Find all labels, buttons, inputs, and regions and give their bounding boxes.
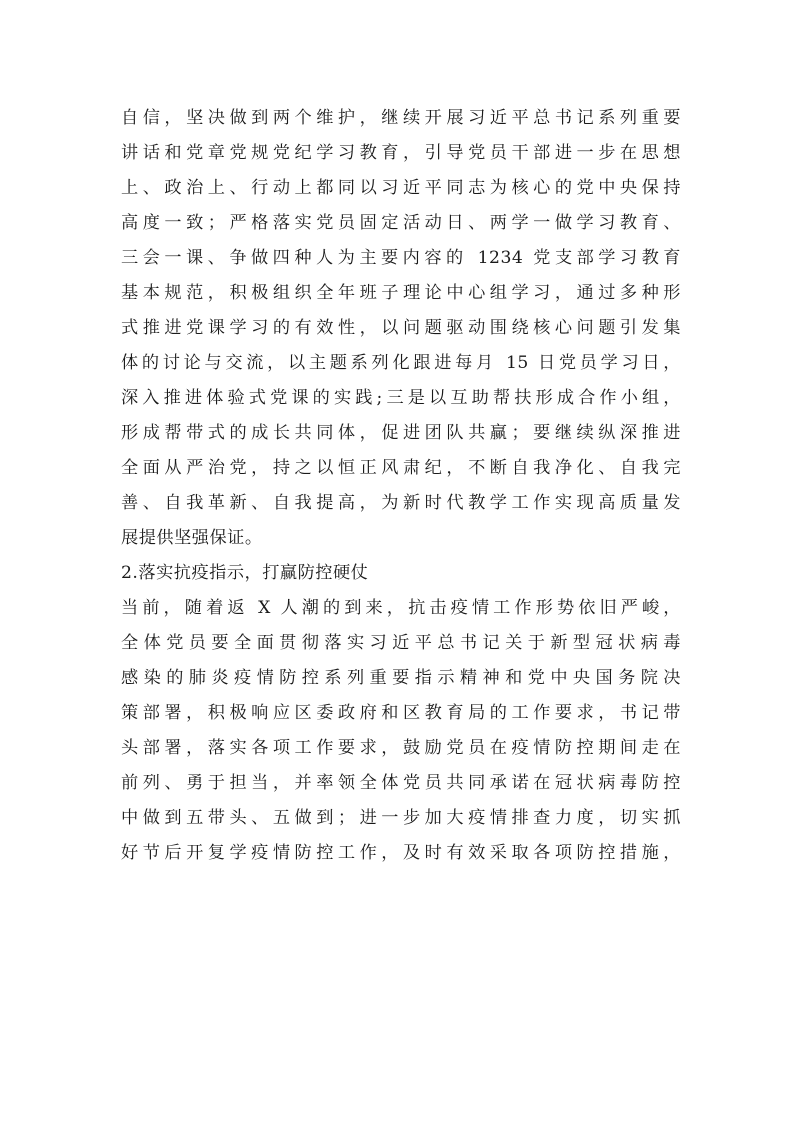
section-heading: 2.落实抗疫指示，打赢防控硬仗 bbox=[121, 563, 369, 583]
paragraph-line: 基本规范，积极组织全年班子理论中心组学习，通过多种形 bbox=[121, 283, 681, 303]
paragraph-line: 前列、勇于担当，并率领全体党员共同承诺在冠状病毒防控 bbox=[121, 773, 681, 793]
paragraph-line: 头部署，落实各项工作要求，鼓励党员在疫情防控期间走在 bbox=[121, 738, 681, 758]
paragraph-line: 善、自我革新、自我提高，为新时代教学工作实现高质量发 bbox=[121, 493, 681, 513]
paragraph-line: 讲话和党章党规党纪学习教育，引导党员干部进一步在思想 bbox=[121, 143, 681, 163]
paragraph-line: 当前，随着返 X 人潮的到来，抗击疫情工作形势依旧严峻， bbox=[121, 598, 681, 618]
paragraph-line: 深入推进体验式党课的实践;三是以互助帮扶形成合作小组， bbox=[121, 388, 681, 408]
paragraph-line: 好节后开复学疫情防控工作，及时有效采取各项防控措施， bbox=[121, 843, 681, 863]
paragraph-line: 感染的肺炎疫情防控系列重要指示精神和党中央国务院决 bbox=[121, 668, 681, 688]
document-body bbox=[121, 101, 681, 871]
paragraph-line: 全面从严治党，持之以恒正风肃纪，不断自我净化、自我完 bbox=[121, 458, 681, 478]
paragraph-line: 策部署，积极响应区委政府和区教育局的工作要求，书记带 bbox=[121, 703, 681, 723]
paragraph-line: 展提供坚强保证。 bbox=[121, 528, 263, 548]
paragraph-line: 形成帮带式的成长共同体，促进团队共赢；要继续纵深推进 bbox=[121, 423, 681, 443]
paragraph-line: 全体党员要全面贯彻落实习近平总书记关于新型冠状病毒 bbox=[121, 633, 681, 653]
paragraph-line: 自信，坚决做到两个维护，继续开展习近平总书记系列重要 bbox=[121, 108, 681, 128]
paragraph-line: 上、政治上、行动上都同以习近平同志为核心的党中央保持 bbox=[121, 178, 681, 198]
paragraph-line: 体的讨论与交流，以主题系列化跟进每月 15 日党员学习日， bbox=[121, 353, 681, 373]
paragraph-line: 高度一致；严格落实党员固定活动日、两学一做学习教育、 bbox=[121, 213, 681, 233]
paragraph-line: 三会一课、争做四种人为主要内容的 1234 党支部学习教育 bbox=[121, 248, 681, 268]
paragraph-line: 中做到五带头、五做到；进一步加大疫情排查力度，切实抓 bbox=[121, 808, 681, 828]
paragraph-line: 式推进党课学习的有效性，以问题驱动围绕核心问题引发集 bbox=[121, 318, 681, 338]
